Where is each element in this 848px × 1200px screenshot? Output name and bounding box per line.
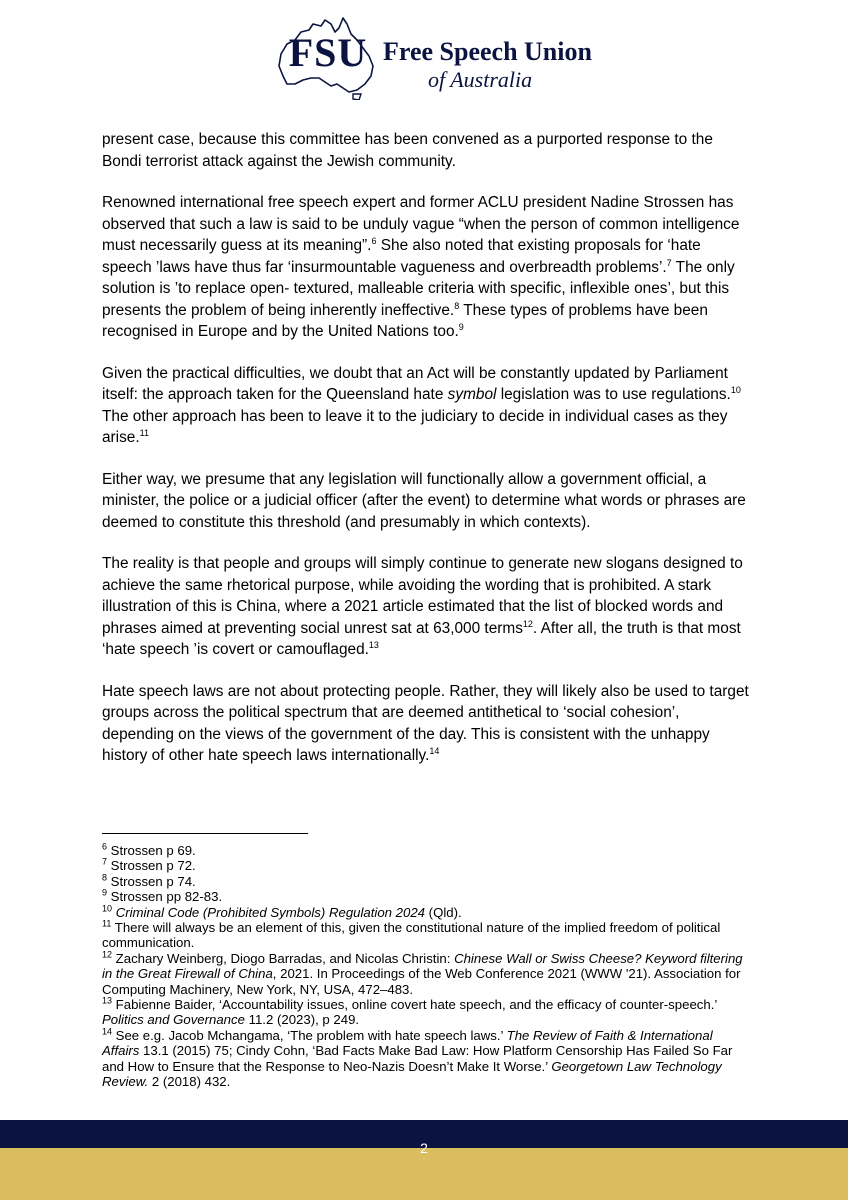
footnote-divider — [102, 833, 308, 834]
footnote-ref-8[interactable]: 8 — [454, 300, 460, 311]
emphasis-text: symbol — [447, 386, 497, 403]
page-header — [0, 0, 848, 112]
footnote-8 — [102, 874, 752, 889]
footnote-ref-11[interactable]: 11 — [139, 427, 149, 438]
paragraph-6 — [102, 681, 752, 767]
footnote-text: Strossen pp 82-83. — [107, 889, 223, 905]
footnote-text: Fabienne Baider, ‘Accountability issues, online covert hate speech, and the efficacy of counter-speech.’ — [112, 997, 717, 1013]
footnote-number: 13 — [102, 995, 113, 1006]
page-number: 2 — [420, 1140, 428, 1156]
footnote-text: 11.2 (2023), p 249. — [244, 1012, 360, 1028]
footnote-number: 7 — [102, 857, 108, 868]
footnote-title: Politics and Governance — [102, 1012, 245, 1028]
footnote-title: Criminal Code (Prohibited Symbols) Regulation 2024 — [115, 904, 426, 920]
footnote-ref-12[interactable]: 12 — [522, 618, 533, 629]
footnote-text: 2 (2018) 432. — [148, 1074, 231, 1090]
body-text — [102, 129, 752, 787]
paragraph-text: The only solution is ’to replace open- textured, malleable criteria with specific, inflexible ones’, but this presents the problem of being inherently ineffective. — [102, 258, 735, 319]
paragraph-text: legislation was to use regulations. — [496, 386, 731, 403]
logo-abbreviation: FSU — [288, 30, 368, 75]
footnote-ref-6[interactable]: 6 — [371, 235, 377, 246]
footnote-ref-9[interactable]: 9 — [458, 321, 464, 332]
paragraph-4 — [102, 469, 752, 534]
footnotes — [102, 843, 752, 1090]
footnote-number: 8 — [102, 872, 108, 883]
footnote-7 — [102, 858, 752, 873]
logo-subtitle: of Australia — [428, 67, 533, 92]
footnote-number: 14 — [102, 1026, 113, 1037]
footnote-text: See e.g. Jacob Mchangama, ‘The problem with hate speech laws.’ — [112, 1027, 507, 1043]
paragraph-text: The other approach has been to leave it to the judiciary to decide in individual cases as they arise. — [102, 407, 728, 446]
footnote-6 — [102, 843, 752, 858]
footnote-text: 13.1 (2015) 75; Cindy Cohn, ‘Bad Facts Make Bad Law: How Platform Censorship Has Failed So Far and How to Ensure that the Response to Neo-Nazis Doesn’t Make It Worse.’ — [102, 1043, 733, 1074]
footnote-text: Strossen p 72. — [107, 858, 196, 874]
paragraph-1 — [102, 129, 752, 172]
footnote-text: Zachary Weinberg, Diogo Barradas, and Nicolas Christin: — [112, 950, 455, 966]
footnote-number: 11 — [102, 918, 112, 929]
footnote-text: There will always be an element of this, given the constitutional nature of the implied freedom of political communication. — [102, 920, 721, 951]
footnote-10 — [102, 905, 752, 920]
footnote-ref-13[interactable]: 13 — [368, 639, 379, 650]
paragraph-text: . After all, the truth is that most ‘hate speech ’is covert or camouflaged. — [102, 619, 741, 658]
paragraph-text: Hate speech laws are not about protecting people. Rather, they will likely also be used to target groups across the political spectrum that are deemed antithetical to ‘social cohesion’, depending on the views of the government of the day. This is consistent with the unhappy history of other hate speech laws internationally. — [102, 682, 749, 764]
paragraph-text: She also noted that existing proposals for ‘hate speech ’laws have thus far ‘insurmountable vagueness and overbreadth problems’. — [102, 237, 701, 276]
footnote-text: (Qld). — [425, 904, 462, 920]
footnote-9 — [102, 889, 752, 904]
footnote-title: Georgetown Law Technology Review. — [102, 1058, 722, 1090]
footnote-number: 9 — [102, 887, 108, 898]
footnote-ref-14[interactable]: 14 — [429, 745, 440, 756]
paragraph-text: These types of problems have been recognised in Europe and by the United Nations too. — [102, 301, 708, 340]
footnote-title: The Review of Faith & International Affairs — [102, 1027, 713, 1059]
footnote-number: 10 — [102, 903, 113, 914]
footnote-title: Chinese Wall or Swiss Cheese? Keyword filtering in the Great Firewall of China — [102, 950, 743, 982]
footnote-text: Strossen p 74. — [107, 873, 196, 889]
paragraph-2 — [102, 192, 752, 343]
footnote-11 — [102, 920, 752, 951]
paragraph-3 — [102, 363, 752, 449]
footnote-number: 12 — [102, 949, 113, 960]
paragraph-text: The reality is that people and groups will simply continue to generate new slogans designed to achieve the same rhetorical purpose, while avoiding the wording that is prohibited. A stark illustration of this is China, where a 2021 article estimated that the list of blocked words and phrases aimed at preventing social unrest sat at 63,000 terms — [102, 555, 743, 637]
footnote-number: 6 — [102, 841, 108, 852]
footnote-14 — [102, 1028, 752, 1090]
footnote-12 — [102, 951, 752, 997]
footnote-text: Strossen p 69. — [107, 843, 196, 858]
logo-organisation-name: Free Speech Union — [383, 37, 592, 66]
paragraph-text: present case, because this committee has been convened as a purported response to the Bondi terrorist attack against the Jewish community. — [102, 131, 713, 170]
footnote-ref-10[interactable]: 10 — [730, 384, 741, 395]
footnote-ref-7[interactable]: 7 — [666, 257, 672, 268]
footnote-text: , 2021. In Proceedings of the Web Conference 2021 (WWW '21). Association for Computing Machinery, New York, NY, USA, 472–483. — [102, 966, 741, 997]
paragraph-text: Either way, we presume that any legislation will functionally allow a government official, a minister, the police or a judicial officer (after the event) to determine what words or phrases are deemed to constitute this threshold (and presumably in which contexts). — [102, 470, 746, 531]
paragraph-5 — [102, 553, 752, 661]
paragraph-text: Given the practical difficulties, we doubt that an Act will be constantly updated by Parliament itself: the approach taken for the Queensland hate — [102, 364, 728, 403]
paragraph-text: Renowned international free speech expert and former ACLU president Nadine Strossen has observed that such a law is said to be unduly vague “when the person of common intelligence must necessarily guess at its meaning”. — [102, 194, 740, 254]
footnote-13 — [102, 997, 752, 1028]
